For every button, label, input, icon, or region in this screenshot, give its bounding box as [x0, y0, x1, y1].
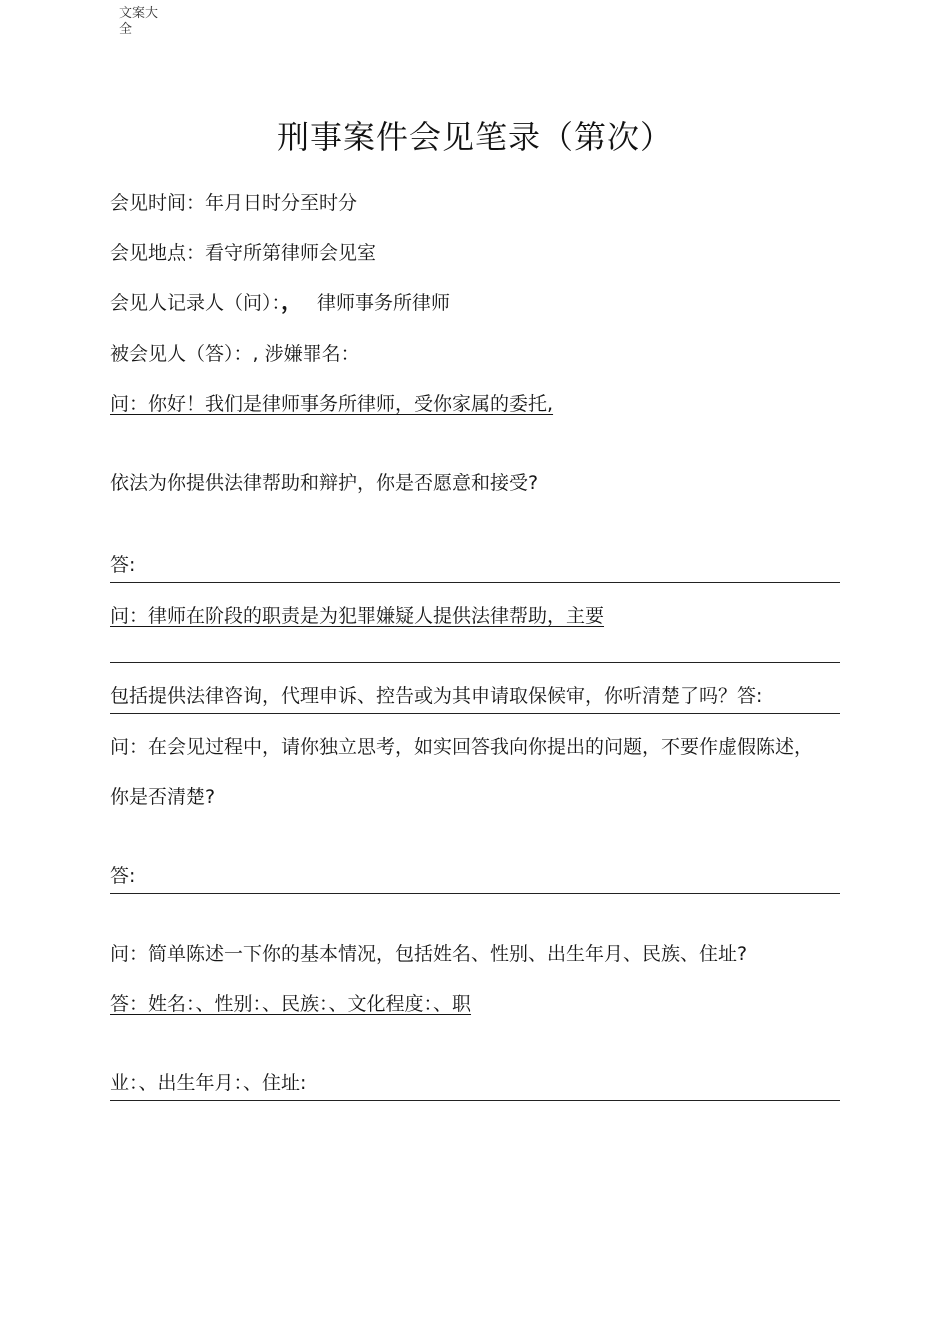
- answer-4-line-2: 业：、出生年月：、住址:: [110, 1072, 307, 1094]
- field-interviewee: 被会见人（答）：, 涉嫌罪名：: [110, 343, 360, 365]
- question-1-line-2: 依法为你提供法律帮助和辩护，你是否愿意和接受?: [110, 472, 539, 494]
- recorder-prefix: 会见人记录人（问）：: [110, 292, 282, 314]
- question-2-line-2: 包括提供法律咨询，代理申诉、控告或为其申请取保候审，你听清楚了吗？答:: [110, 685, 763, 707]
- question-3-line-2: 你是否清楚?: [110, 786, 216, 808]
- answer-4-line-1: 答：姓名：、性别：、民族：、文化程度：、职: [110, 993, 472, 1015]
- header-note: 文案大全: [119, 6, 159, 37]
- answer-1-rule: [110, 582, 840, 583]
- field-recorder: [110, 289, 450, 317]
- field-location: 会见地点：看守所第律师会见室: [110, 242, 377, 264]
- question-2-rule: [110, 662, 840, 663]
- question-1-line-1: 问：你好！我们是律师事务所律师，受你家属的委托,: [110, 393, 554, 415]
- answer-3: 答:: [110, 865, 136, 887]
- question-3-line-1: 问：在会见过程中，请你独立思考，如实回答我向你提出的问题，不要作虚假陈述，: [110, 736, 814, 758]
- answer-1: 答:: [110, 554, 136, 576]
- question-2-line-1: 问：律师在阶段的职责是为犯罪嫌疑人提供法律帮助，主要: [110, 605, 605, 627]
- answer-4-rule: [110, 1100, 840, 1101]
- document-title: 刑事案件会见笔录（第次）: [276, 118, 673, 156]
- recorder-suffix: 律师事务所律师: [317, 292, 451, 314]
- question-2-answer-rule: [110, 713, 840, 714]
- recorder-comma: ，: [281, 290, 304, 315]
- answer-3-rule: [110, 893, 840, 894]
- question-4: 问：简单陈述一下你的基本情况，包括姓名、性别、出生年月、民族、住址?: [110, 943, 748, 965]
- field-time: 会见时间：年月日时分至时分: [110, 192, 358, 214]
